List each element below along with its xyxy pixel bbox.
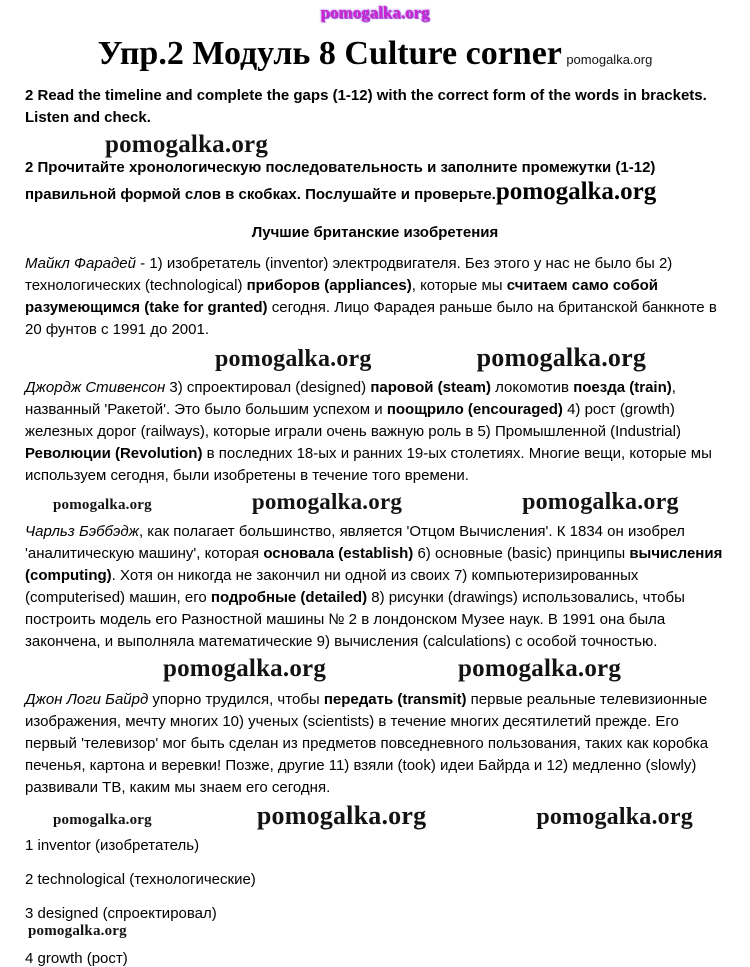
text-segment: основала (establish) xyxy=(263,545,414,562)
answer-4: 4 growth (рост) xyxy=(25,950,128,967)
answer-3: 3 designed (спроектировал) xyxy=(25,905,217,922)
text-segment: поезда (train) xyxy=(573,379,672,396)
text-segment: считаем само собой разумеющимся (take for granted) xyxy=(25,277,658,316)
text-segment: вычисления (computing) xyxy=(25,545,723,584)
watermark: pomogalka.org xyxy=(256,801,427,830)
text-segment: локомотив xyxy=(490,379,574,396)
paragraph-babbage xyxy=(25,521,725,653)
text-segment: . Хотя он никогда не закончил ни одной из своих 7) компьютеризированных (computerised) машин, его xyxy=(25,567,639,606)
text-segment: , как полагает большинство, является 'Отцом Вычисления'. К 1834 он изобрел 'аналитическую машину', которая xyxy=(25,523,685,562)
text-segment: Майкл Фарадей xyxy=(25,255,136,272)
text-segment: , которые мы xyxy=(411,277,507,294)
text-segment: 2 Прочитайте хронологическую последовательность и заполните промежутки (1-12) правильной формой слов в скобках. Послушайте и проверьте. xyxy=(25,159,656,203)
text-segment: 2 Read the timeline and complete the gaps (1-12) with the correct form of the words in brackets. Listen and check. xyxy=(25,87,707,126)
watermark-row-2 xyxy=(25,489,750,519)
paragraph-stevenson xyxy=(25,377,725,487)
text-segment: 8) рисунки (drawings) использовались, чтобы построить модель его Разностной машины № 2 в лондонском Музее наук. В 1991 она была закончена, и выполняла математические 9) вычисления (calculations) с особой точностью. xyxy=(25,589,685,650)
paragraph-baird xyxy=(25,689,725,799)
text-segment: упорно трудился, чтобы xyxy=(148,691,324,708)
watermark: pomogalka.org xyxy=(476,343,647,372)
instructions-russian xyxy=(25,157,725,206)
text-segment: паровой (steam) xyxy=(370,379,491,396)
text-segment: Джордж Стивенсон xyxy=(25,379,166,396)
inline-watermark: pomogalka.org xyxy=(495,178,657,205)
watermark: pomogalka.org xyxy=(536,804,693,830)
watermark: pomogalka.org xyxy=(105,131,269,158)
watermark-row-1 xyxy=(25,343,750,373)
answer-2: 2 technological (технологические) xyxy=(25,871,256,888)
watermark: pomogalka.org xyxy=(53,497,152,513)
watermark: pomogalka.org xyxy=(458,655,622,682)
text-segment: 6) основные (basic) принципы xyxy=(413,545,630,562)
text-segment: - 1) изобретатель (inventor) электродвигателя. Без этого у нас не было бы 2) технологических (technological) xyxy=(25,255,673,294)
text-segment: Чарльз Бэббэдж xyxy=(25,523,139,540)
instructions-english xyxy=(25,85,725,129)
watermark: pomogalka.org xyxy=(163,655,327,682)
text-segment: Джон Логи Байрд xyxy=(25,691,149,708)
text-segment: подробные (detailed) xyxy=(210,589,368,606)
text-segment: поощрило (encouraged) xyxy=(386,401,563,418)
text-segment: приборов (appliances) xyxy=(246,277,412,294)
text-segment: 3) спроектировал (designed) xyxy=(165,379,371,396)
watermark: pomogalka.org xyxy=(215,346,372,372)
title-line xyxy=(0,35,750,73)
title-watermark: pomogalka.org xyxy=(566,52,653,67)
watermark: pomogalka.org xyxy=(251,489,403,514)
section-heading: Лучшие британские изобретения xyxy=(251,224,499,241)
answers-list xyxy=(25,837,725,967)
text-segment: сегодня. Лицо Фарадея раньше было на британской банкноте в 20 фунтов с 1991 до 2001. xyxy=(25,299,717,338)
watermark: pomogalka.org xyxy=(53,812,152,828)
page-title: Упр.2 Модуль 8 Culture corner xyxy=(97,35,562,72)
text-segment: 4) рост (growth) железных дорог (railways), которые играли очень важную роль в 5) Промышленной (Industrial) xyxy=(25,401,681,440)
text-segment: в последних 18-ых и ранних 19-ых столетиях. Многие вещи, которые мы используем сегодня, были изобретены в течение того времени. xyxy=(25,445,712,484)
top-watermark: pomogalka.org xyxy=(320,3,430,22)
watermark-row-instructions xyxy=(25,131,750,158)
watermark: pomogalka.org xyxy=(522,489,679,515)
watermark-row-answers xyxy=(28,923,725,947)
watermark-row-3 xyxy=(25,655,750,685)
watermark: pomogalka.org xyxy=(28,923,127,939)
watermark-row-4 xyxy=(25,801,750,831)
paragraph-faraday xyxy=(25,253,725,341)
text-segment: , названный 'Ракетой'. Это было большим успехом и xyxy=(25,379,676,418)
text-segment: Революции (Revolution) xyxy=(25,445,203,462)
text-segment: передать (transmit) xyxy=(323,691,467,708)
text-segment: первые реальные телевизионные изображения, мечту многих 10) ученых (scientists) в течение многих десятилетий прежде. Его первый 'телевизор' мог быть сделан из предметов повседневного пользования, таких как коробка печенья, картона и веревки! Позже, другие 11) взяли (took) идеи Байрда и 12) медленно (slowly) развивали ТВ, каким мы знаем его сегодня. xyxy=(25,691,709,796)
answer-1: 1 inventor (изобретатель) xyxy=(25,837,200,854)
